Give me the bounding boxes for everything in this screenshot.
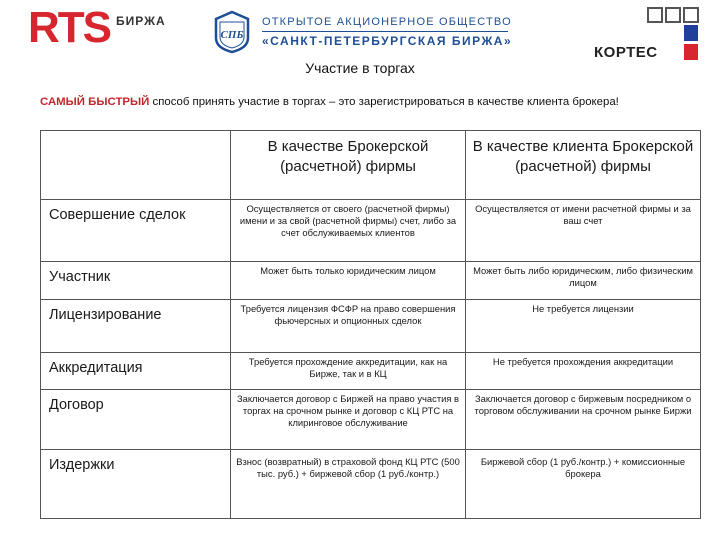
- cell-client: Биржевой сбор (1 руб./контр.) + комиссионные брокера: [466, 450, 701, 519]
- cell-firm: Заключается договор с Биржей на право участия в торгах на срочном рынке и договор с КЦ РТС на клиринговое обслуживание: [231, 390, 466, 450]
- row-label: Договор: [41, 390, 231, 450]
- table-row: [41, 353, 701, 390]
- table-row: [41, 262, 701, 300]
- rts-logo: [28, 3, 166, 52]
- cell-client: Осуществляется от имени расчетной фирмы и за ваш счет: [466, 200, 701, 262]
- spb-logo-divider: [262, 31, 508, 32]
- cell-firm: Требуется прохождение аккредитации, как на Бирже, так и в КЦ: [231, 353, 466, 390]
- table-row: [41, 450, 701, 519]
- table-header-row: [41, 131, 701, 200]
- page-subtitle: [40, 96, 700, 108]
- table-row: [41, 390, 701, 450]
- table-row: [41, 300, 701, 353]
- row-label: Аккредитация: [41, 353, 231, 390]
- rts-logo-subtitle: БИРЖА: [116, 14, 166, 28]
- page-title: Участие в торгах: [305, 60, 415, 76]
- subtitle-accent: САМЫЙ БЫСТРЫЙ: [40, 96, 150, 108]
- spb-logo-line2: «САНКТ-ПЕТЕРБУРГСКАЯ БИРЖА»: [262, 34, 513, 48]
- cell-client: Не требуется прохождения аккредитации: [466, 353, 701, 390]
- rts-logo-text: RTS: [28, 3, 110, 52]
- cell-client: Не требуется лицензии: [466, 300, 701, 353]
- table-header-broker-firm: В качестве Брокерской (расчетной) фирмы: [231, 131, 466, 200]
- table-header-broker-client: В качестве клиента Брокерской (расчетной) фирмы: [466, 131, 701, 200]
- row-label: Участник: [41, 262, 231, 300]
- row-label: Лицензирование: [41, 300, 231, 353]
- cell-client: Заключается договор с биржевым посредником о торговом обслуживании на срочном рынке Биржи: [466, 390, 701, 450]
- spb-emblem-icon: [212, 10, 252, 54]
- cell-firm: Требуется лицензия ФСФР на право совершения фьючерсных и опционных сделок: [231, 300, 466, 353]
- cell-firm: Осуществляется от своего (расчетной фирмы) имени и за свой (расчетной фирмы) счет, либо за счет обслуживаемых клиентов: [231, 200, 466, 262]
- spb-logo-line1: ОТКРЫТОЕ АКЦИОНЕРНОЕ ОБЩЕСТВО: [262, 16, 512, 28]
- kortes-logo: [594, 6, 706, 62]
- row-label: Совершение сделок: [41, 200, 231, 262]
- comparison-table: [40, 130, 701, 519]
- subtitle-text: способ принять участие в торгах – это зарегистрироваться в качестве клиента брокера!: [149, 96, 619, 108]
- spb-exchange-logo: [212, 10, 512, 54]
- cell-firm: Может быть только юридическим лицом: [231, 262, 466, 300]
- table-header-empty: [41, 131, 231, 200]
- row-label: Издержки: [41, 450, 231, 519]
- cell-client: Может быть либо юридическим, либо физическим лицом: [466, 262, 701, 300]
- spb-emblem-letters: СПБ: [220, 29, 244, 41]
- cell-firm: Взнос (возвратный) в страховой фонд КЦ РТС (500 тыс. руб.) + биржевой сбор (1 руб./контр.): [231, 450, 466, 519]
- kortes-logo-text: КОРТЕС: [594, 44, 658, 61]
- table-row: [41, 200, 701, 262]
